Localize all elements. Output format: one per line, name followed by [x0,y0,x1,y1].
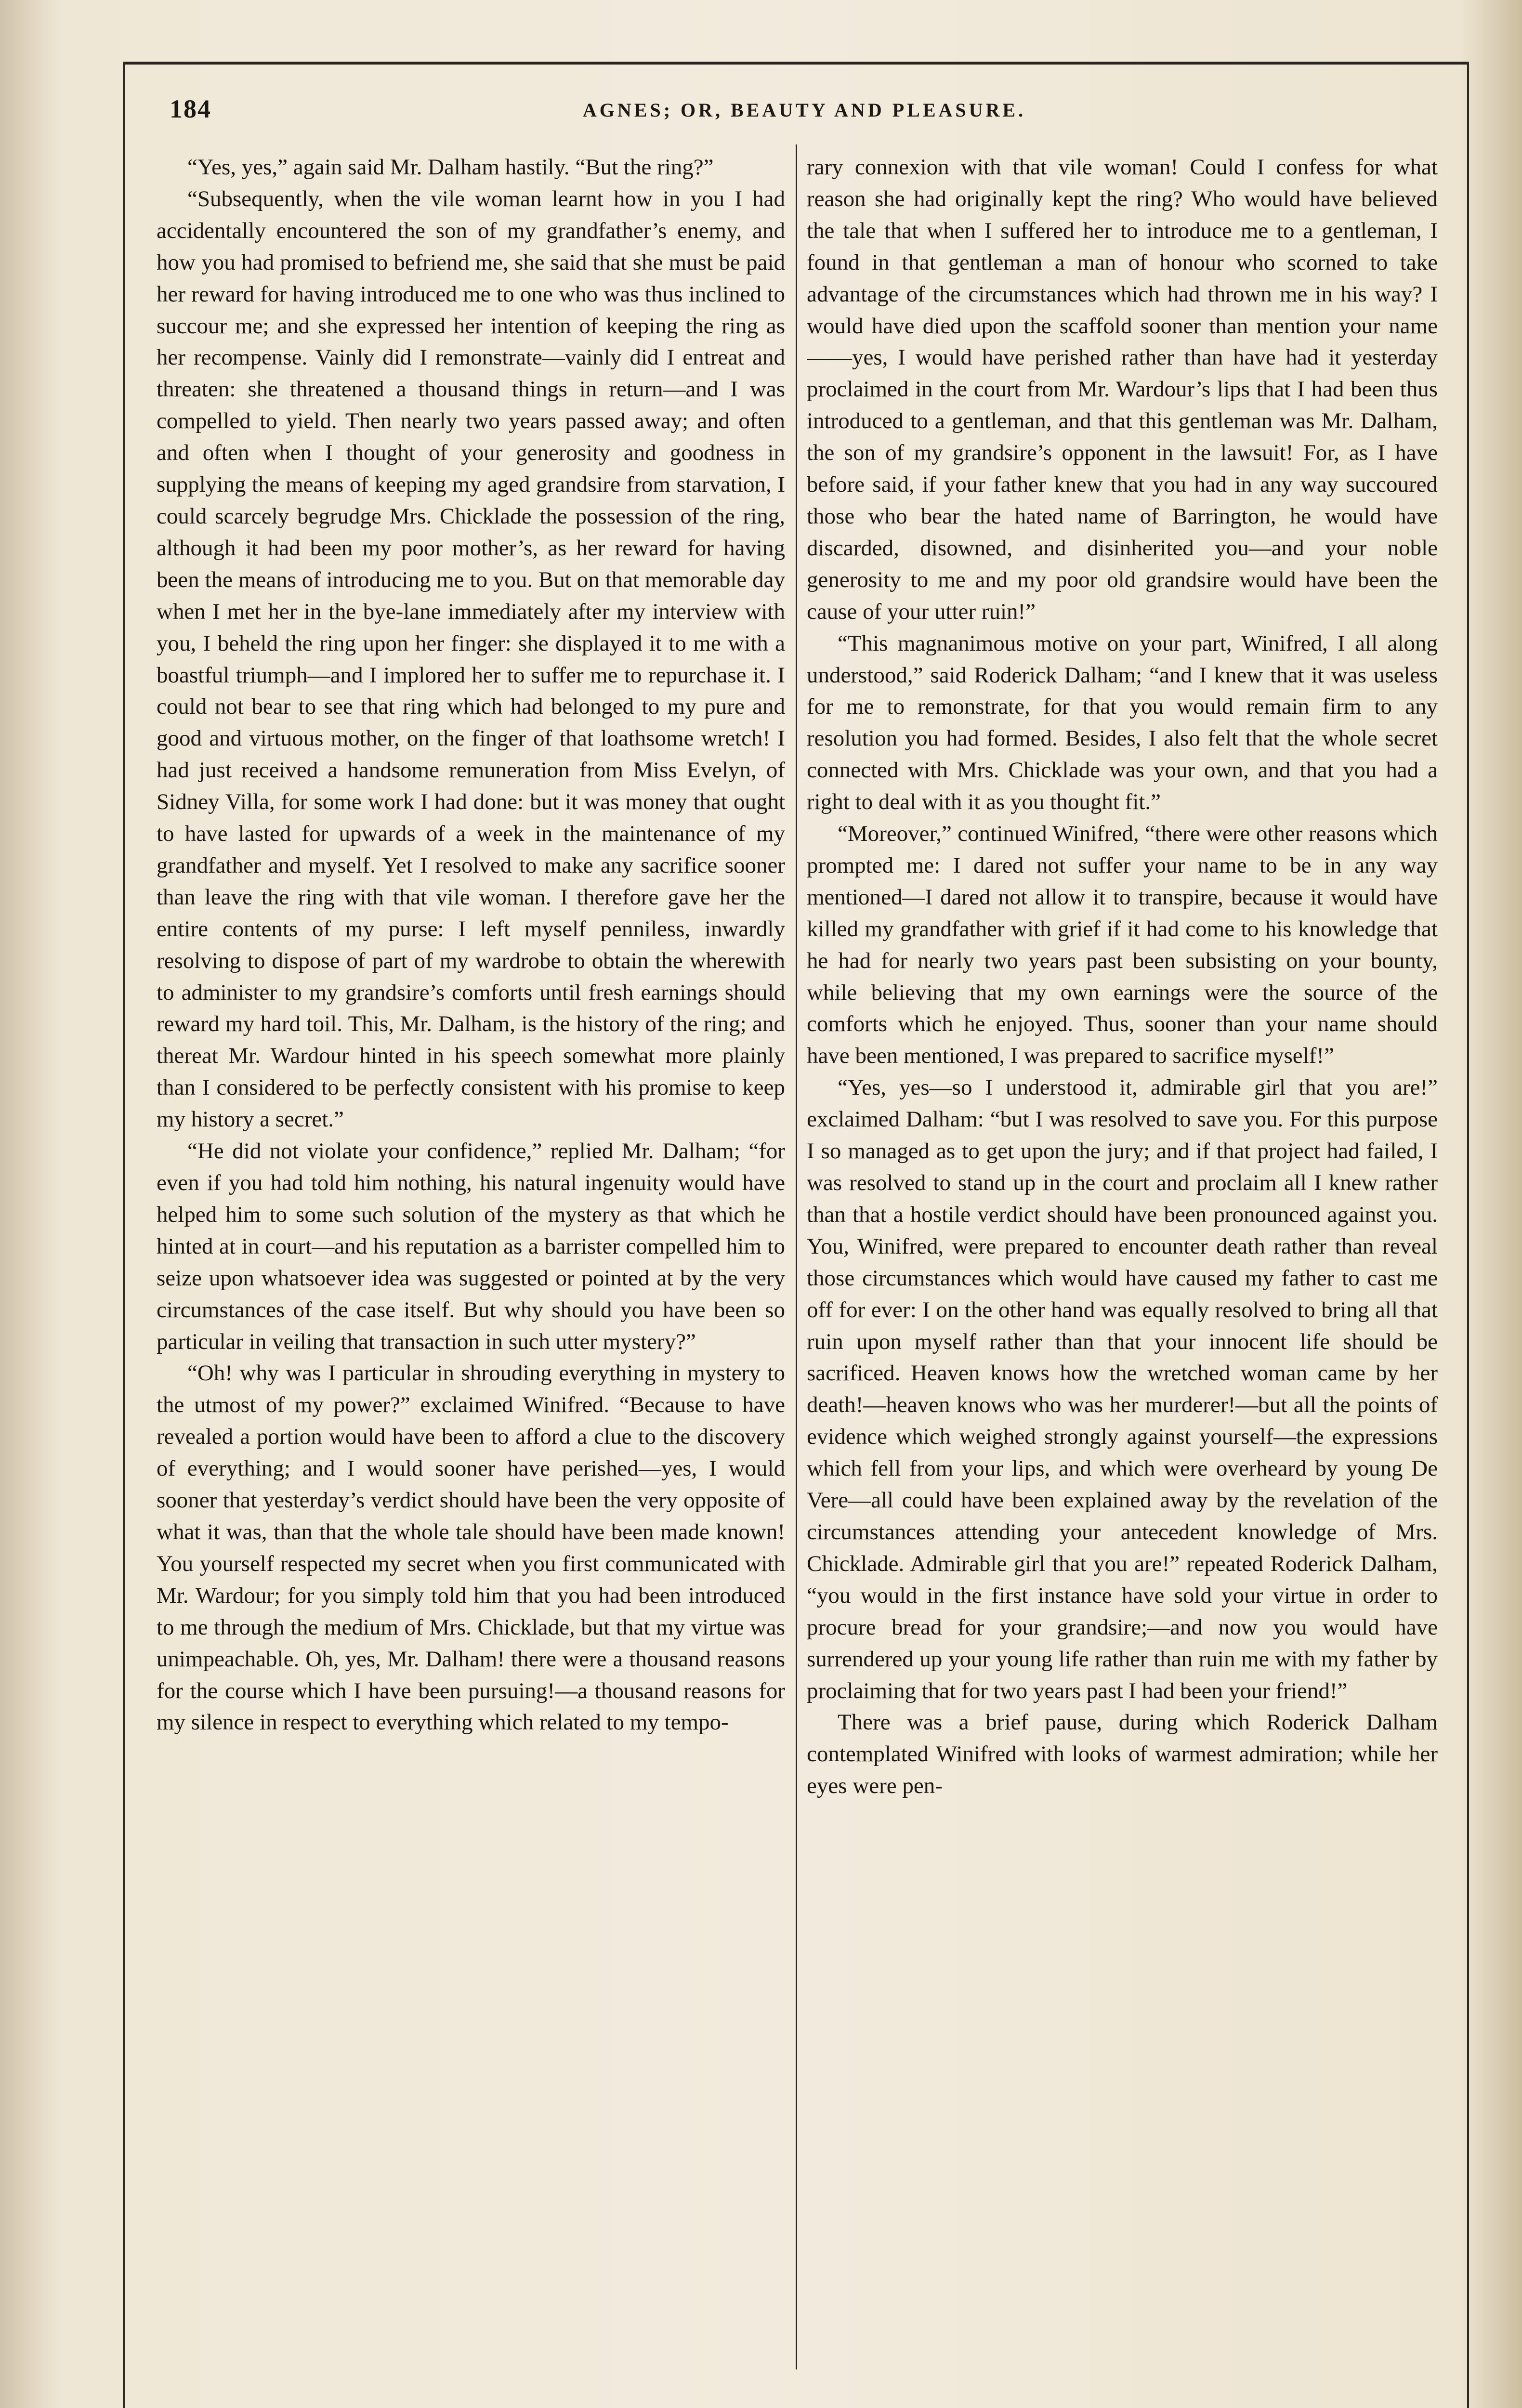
paragraph: “This magnanimous motive on your part, Winifred, I all along understood,” said Roderick Dalham; “and I knew that it was useless for me to remonstrate, for that you would remain firm to any resolution you had formed. Besides, I also felt that the whole secret connected with Mrs. Chicklade was your own, and that you had a right to deal with it as you thought fit.” [807,630,1438,815]
right-column [807,152,1438,2367]
paragraph: There was a brief pause, during which Roderick Dalham contemplated Winifred with looks of warmest admiration; while her eyes were pen- [807,1710,1438,1799]
left-border-line [123,62,125,2408]
column-divider [796,144,797,2369]
top-rule [123,62,1469,65]
paragraph: “Yes, yes,” again said Mr. Dalham hastily. “But the ring?” [187,155,714,180]
paragraph: “Oh! why was I particular in shrouding everything in mystery to the utmost of my power?” exclaimed Winifred. “Because to have revealed a portion would have been to afford a clue to the discovery of everything; and I would sooner have perished—yes, I would sooner that yesterday’s verdict should have been the very opposite of what it was, than that the whole tale should have been made known! You yourself respected my secret when you first communicated with Mr. Wardour; for you simply told him that you had been introduced to me through the medium of Mrs. Chicklade, but that my virtue was unimpeachable. Oh, yes, Mr. Dalham! there were a thousand reasons for the course which I have been pursuing!—a thousand reasons for my silence in respect to everything which related to my tempo- [157,1361,785,1735]
page-number: 184 [170,94,211,123]
paragraph: “Subsequently, when the vile woman learnt how in you I had accidentally encountered the son of my grandfather’s enemy, and how you had promised to befriend me, she said that she must be paid her reward for having introduced me to one who was thus inclined to succour me; and she expressed her intention of keeping the ring as her recompense. Vainly did I remonstrate—vainly did I entreat and threaten: she threatened a thousand things in return—and I was compelled to yield. Then nearly two years passed away; and often and often when I thought of your generosity and goodness in supplying the means of keeping my aged grandsire from starvation, I could scarcely begrudge Mrs. Chicklade the possession of the ring, although it had been my poor mother’s, as her reward for having been the means of introducing me to you. But on that memorable day when I met her in the bye-lane immediately after my interview with you, I beheld the ring upon her finger: she displayed it to me with a boastful triumph—and I implored her to suffer me to repurchase it. I could not bear to see that ring which had belonged to my pure and good and virtuous mother, on the finger of that loathsome wretch! I had just received a handsome remuneration from Miss Evelyn, of Sidney Villa, for some work I had done: but it was money that ought to have lasted for upwards of a week in the maintenance of my grandfather and myself. Yet I resolved to make any sacrifice sooner than leave the ring with that vile woman. I therefore gave her the entire contents of my purse: I left myself penniless, inwardly resolving to dispose of part of my wardrobe to obtain the wherewith to administer to my grandsire’s comforts until fresh earnings should reward my hard toil. This, Mr. Dalham, is the history of the ring; and thereat Mr. Wardour hinted in his speech somewhat more plainly than I considered to be perfectly consistent with his promise to keep my history a secret.” [157,186,785,1132]
left-column [157,152,785,2367]
running-title: AGNES; OR, BEAUTY AND PLEASURE. [582,99,1026,121]
paragraph: “Moreover,” continued Winifred, “there were other reasons which prompted me: I dared not suffer your name to be in any way mentioned—I dared not allow it to transpire, because it would have killed my grandfather with grief if it had come to his knowledge that he had for nearly two years past been subsisting on your bounty, while believing that my own earnings were the source of the comforts which he enjoyed. Thus, sooner than your name should have been mentioned, I was prepared to sacrifice myself!” [807,821,1438,1069]
right-border-line [1467,62,1469,2408]
paragraph-continuation: rary connexion with that vile woman! Could I confess for what reason she had originally kept the ring? Who would have believed the tale that when I suffered her to introduce me to a gentleman, I found in that gentleman a man of honour who scorned to take advantage of the circumstances which had thrown me in his way? I would have died upon the scaffold sooner than mention your name——yes, I would have perished rather than have had it yesterday proclaimed in the court from Mr. Wardour’s lips that I had been thus introduced to a gentleman, and that this gentleman was Mr. Dalham, the son of my grandsire’s opponent in the lawsuit! For, as I have before said, if your father knew that you had in any way succoured those who bear the hated name of Barrington, he would have discarded, disowned, and disinherited you—and your noble generosity to me and my poor old grandsire would have been the cause of your utter ruin!” [807,155,1438,624]
page-header [159,94,1450,128]
paragraph: “He did not violate your confidence,” replied Mr. Dalham; “for even if you had told him nothing, his natural ingenuity would have helped him to some such solution of the mystery as that which he hinted at in court—and his reputation as a barrister compelled him to seize upon whatsoever idea was suggested or pointed at by the very circumstances of the case itself. But why should you have been so particular in veiling that transaction in such utter mystery?” [157,1139,785,1354]
paragraph: “Yes, yes—so I understood it, admirable girl that you are!” exclaimed Dalham: “but I was resolved to save you. For this purpose I so managed as to get upon the jury; and if that project had failed, I was resolved to stand up in the court and proclaim all I knew rather than that a hostile verdict should have been pronounced against you. You, Winifred, were prepared to encounter death rather than reveal those circumstances which would have caused my father to cast me off for ever: I on the other hand was equally resolved to bring all that ruin upon myself rather than that your innocent life should be sacrificed. Heaven knows how the wretched woman came by her death!—heaven knows who was her murderer!—but all the points of evidence which weighed strongly against yourself—the expressions which fell from your lips, and which were overheard by young De Vere—all could have been explained away by the revelation of the circumstances attending your antecedent knowledge of Mrs. Chicklade. Admirable girl that you are!” repeated Roderick Dalham, “you would in the first instance have sold your virtue in order to procure bread for your grandsire;—and now you would have surrendered up your young life rather than ruin me with my father by proclaiming that for two years past I had been your friend!” [807,1075,1438,1703]
